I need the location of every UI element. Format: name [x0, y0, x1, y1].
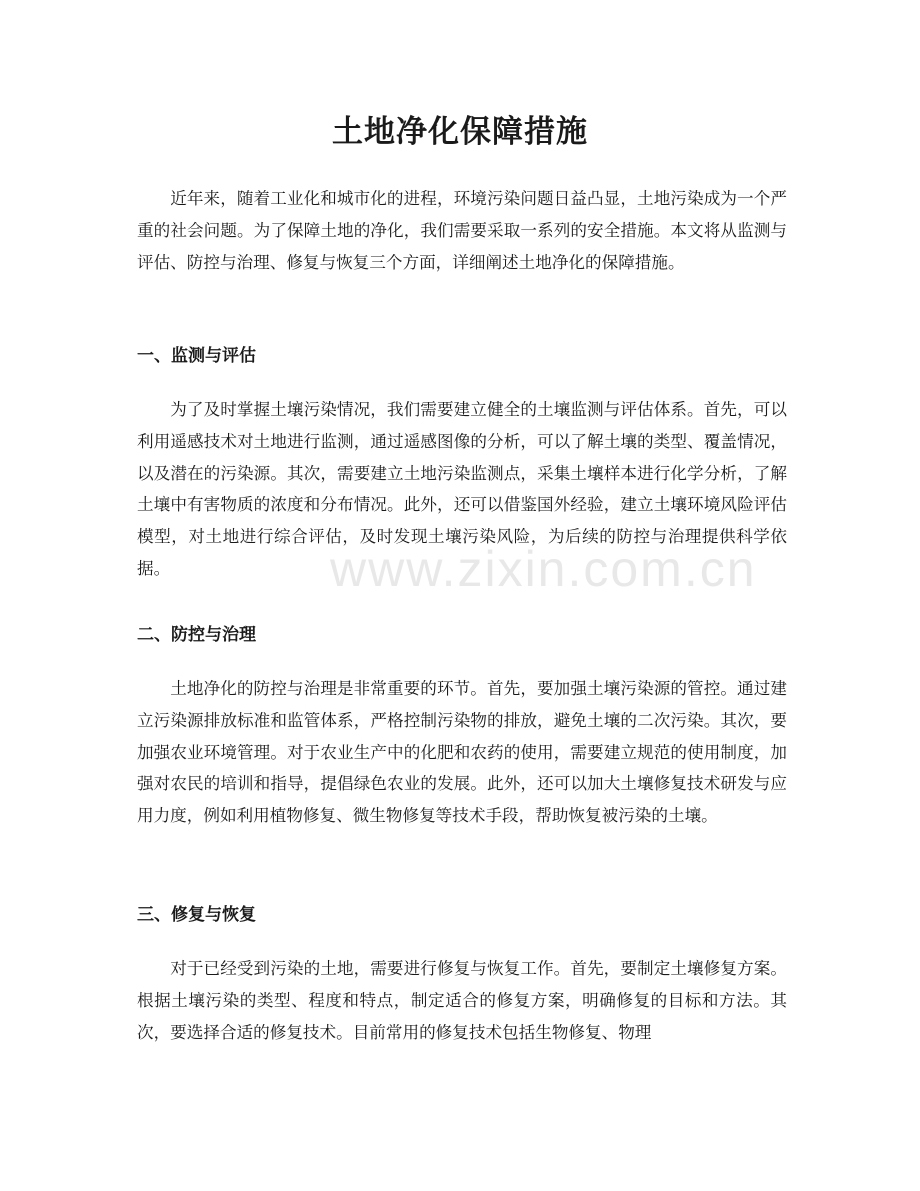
section-heading-prevention: 二、防控与治理: [137, 625, 256, 645]
intro-paragraph: 近年来，随着工业化和城市化的进程，环境污染问题日益凸显，土地污染成为一个严重的社会问题。为了保障土地的净化，我们需要采取一系列的安全措施。本文将从监测与评估、防控与治理、修复与恢复三个方面，详细阐述土地净化的保障措施。: [137, 189, 787, 272]
section-body-restoration: 对于已经受到污染的土地，需要进行修复与恢复工作。首先，要制定土壤修复方案。根据土壤污染的类型、程度和特点，制定适合的修复方案，明确修复的目标和方法。其次，要选择合适的修复技术。目前常用的修复技术包括生物修复、物理: [137, 959, 787, 1042]
section-body-monitoring: 为了及时掌握土壤污染情况，我们需要建立健全的土壤监测与评估体系。首先，可以利用遥感技术对土地进行监测，通过遥感图像的分析，可以了解土壤的类型、覆盖情况，以及潜在的污染源。其次，需要建立土地污染监测点，采集土壤样本进行化学分析，了解土壤中有害物质的浓度和分布情况。此外，还可以借鉴国外经验，建立土壤环境风险评估模型，对土地进行综合评估，及时发现土壤污染风险，为后续的防控与治理提供科学依据。: [137, 400, 787, 578]
watermark: www.zixin.com.cn: [330, 541, 757, 597]
section-body-prevention: 土地净化的防控与治理是非常重要的环节。首先，要加强土壤污染源的管控。通过建立污染源排放标准和监管体系，严格控制污染物的排放，避免土壤的二次污染。其次，要加强农业环境管理。对于农业生产中的化肥和农药的使用，需要建立规范的使用制度，加强对农民的培训和指导，提倡绿色农业的发展。此外，还可以加大土壤修复技术研发与应用力度，例如利用植物修复、微生物修复等技术手段，帮助恢复被污染的土壤。: [137, 679, 787, 826]
page-title: 土地净化保障措施: [332, 114, 588, 150]
section-heading-monitoring: 一、监测与评估: [137, 346, 256, 366]
section-heading-restoration: 三、修复与恢复: [137, 905, 256, 925]
